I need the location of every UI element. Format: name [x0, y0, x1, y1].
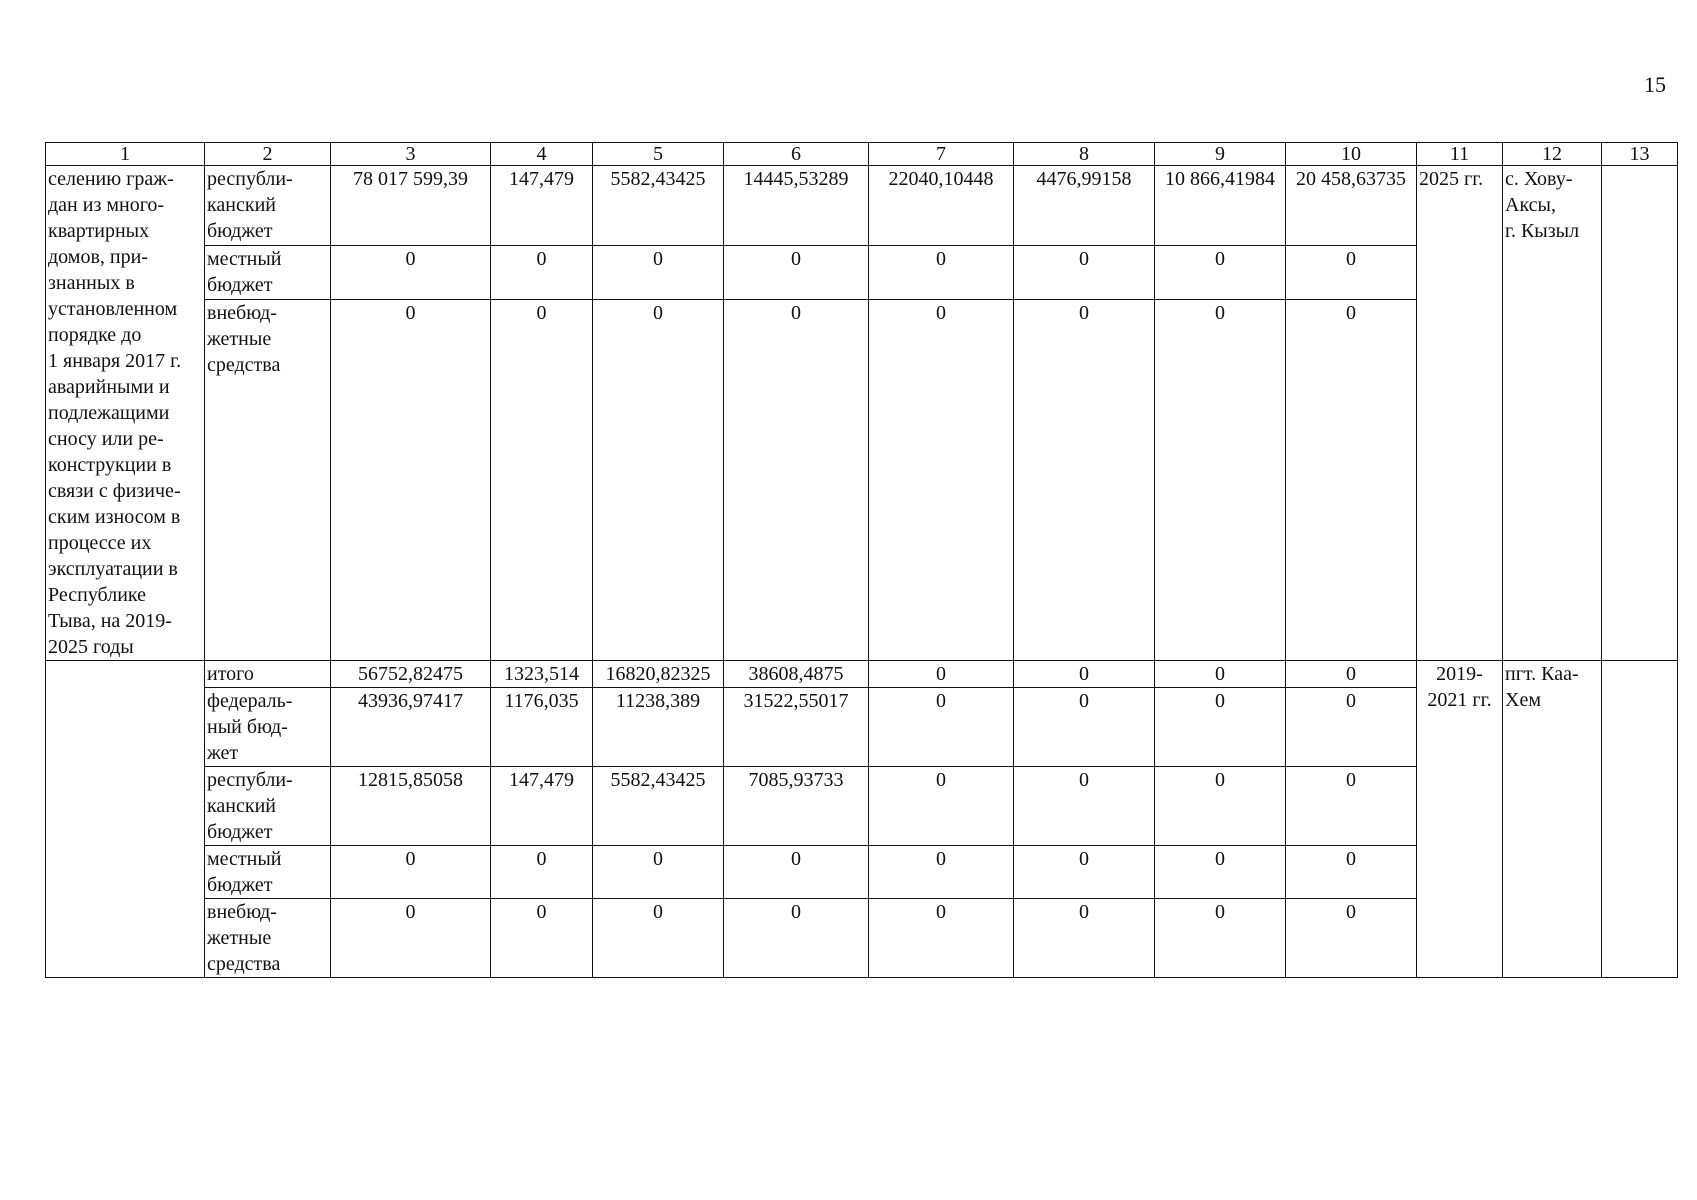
value-cell: 0 [1155, 246, 1286, 300]
value-cell: 11238,389 [593, 688, 724, 767]
value-cell: 0 [1155, 846, 1286, 899]
value-cell: 20 458,63735 [1286, 166, 1417, 246]
location-cell: пгт. Каа- Хем [1503, 661, 1602, 978]
value-cell: 0 [724, 246, 869, 300]
value-cell: 0 [1286, 846, 1417, 899]
value-cell: 0 [1014, 300, 1155, 661]
value-cell: 0 [869, 246, 1014, 300]
column-number: 4 [491, 143, 593, 166]
value-cell: 0 [1286, 300, 1417, 661]
column-number-row [46, 143, 1678, 166]
value-cell: 0 [724, 899, 869, 978]
page-number: 15 [1644, 72, 1666, 97]
value-cell: 147,479 [491, 166, 593, 246]
value-cell: 0 [491, 846, 593, 899]
funding-source: внебюд- жетные средства [205, 899, 331, 978]
value-cell: 0 [331, 246, 491, 300]
value-cell: 0 [1014, 661, 1155, 688]
value-cell: 0 [1286, 899, 1417, 978]
column-number: 10 [1286, 143, 1417, 166]
value-cell: 0 [869, 300, 1014, 661]
value-cell: 0 [1155, 661, 1286, 688]
value-cell: 0 [1155, 300, 1286, 661]
funding-source: итого [205, 661, 331, 688]
funding-source: федераль- ный бюд- жет [205, 688, 331, 767]
value-cell: 0 [593, 246, 724, 300]
value-cell: 147,479 [491, 767, 593, 846]
table-row [46, 661, 1678, 688]
column-number: 6 [724, 143, 869, 166]
value-cell: 22040,10448 [869, 166, 1014, 246]
budget-table [45, 142, 1678, 978]
period-cell: 2025 гг. [1417, 166, 1503, 661]
value-cell: 0 [869, 767, 1014, 846]
value-cell: 0 [1014, 899, 1155, 978]
value-cell: 16820,82325 [593, 661, 724, 688]
value-cell: 0 [1155, 899, 1286, 978]
value-cell: 1176,035 [491, 688, 593, 767]
period-cell: 2019- 2021 гг. [1417, 661, 1503, 978]
value-cell: 1323,514 [491, 661, 593, 688]
program-description: селению граж- дан из много- квартирных домов, при- знанных в установленном порядке до 1 января 2017 г. аварийными и подлежащими сносу или ре- конструкции в связи с физиче- ским износом в процессе их эксплуатации в Республике Тыва, на 2019- 2025 годы [46, 166, 205, 661]
value-cell: 0 [1014, 767, 1155, 846]
value-cell: 31522,55017 [724, 688, 869, 767]
column-number: 1 [46, 143, 205, 166]
empty-cell [1602, 661, 1678, 978]
table-row [46, 166, 1678, 246]
value-cell: 0 [331, 899, 491, 978]
funding-source: республи- канский бюджет [205, 166, 331, 246]
value-cell: 43936,97417 [331, 688, 491, 767]
value-cell: 14445,53289 [724, 166, 869, 246]
value-cell: 0 [1014, 246, 1155, 300]
value-cell: 0 [331, 846, 491, 899]
value-cell: 7085,93733 [724, 767, 869, 846]
column-number: 7 [869, 143, 1014, 166]
value-cell: 0 [491, 300, 593, 661]
value-cell: 0 [1014, 846, 1155, 899]
program-description [46, 661, 205, 978]
value-cell: 4476,99158 [1014, 166, 1155, 246]
value-cell: 12815,85058 [331, 767, 491, 846]
value-cell: 0 [1286, 767, 1417, 846]
value-cell: 0 [1286, 661, 1417, 688]
value-cell: 0 [1155, 767, 1286, 846]
value-cell: 5582,43425 [593, 166, 724, 246]
funding-source: местный бюджет [205, 246, 331, 300]
column-number: 12 [1503, 143, 1602, 166]
location-cell: с. Хову- Аксы, г. Кызыл [1503, 166, 1602, 661]
funding-source: местный бюджет [205, 846, 331, 899]
value-cell: 0 [491, 899, 593, 978]
value-cell: 0 [593, 300, 724, 661]
value-cell: 0 [1286, 688, 1417, 767]
value-cell: 10 866,41984 [1155, 166, 1286, 246]
column-number: 2 [205, 143, 331, 166]
value-cell: 0 [1286, 246, 1417, 300]
value-cell: 0 [593, 846, 724, 899]
column-number: 13 [1602, 143, 1678, 166]
value-cell: 0 [724, 846, 869, 899]
column-number: 8 [1014, 143, 1155, 166]
empty-cell [1602, 166, 1678, 661]
value-cell: 0 [869, 899, 1014, 978]
value-cell: 0 [1155, 688, 1286, 767]
value-cell: 0 [869, 661, 1014, 688]
funding-source: внебюд- жетные средства [205, 300, 331, 661]
value-cell: 0 [1014, 688, 1155, 767]
value-cell: 0 [869, 846, 1014, 899]
value-cell: 5582,43425 [593, 767, 724, 846]
column-number: 9 [1155, 143, 1286, 166]
value-cell: 0 [593, 899, 724, 978]
value-cell: 78 017 599,39 [331, 166, 491, 246]
value-cell: 38608,4875 [724, 661, 869, 688]
value-cell: 0 [491, 246, 593, 300]
value-cell: 0 [331, 300, 491, 661]
column-number: 11 [1417, 143, 1503, 166]
column-number: 5 [593, 143, 724, 166]
value-cell: 0 [724, 300, 869, 661]
column-number: 3 [331, 143, 491, 166]
value-cell: 0 [869, 688, 1014, 767]
funding-source: республи- канский бюджет [205, 767, 331, 846]
value-cell: 56752,82475 [331, 661, 491, 688]
